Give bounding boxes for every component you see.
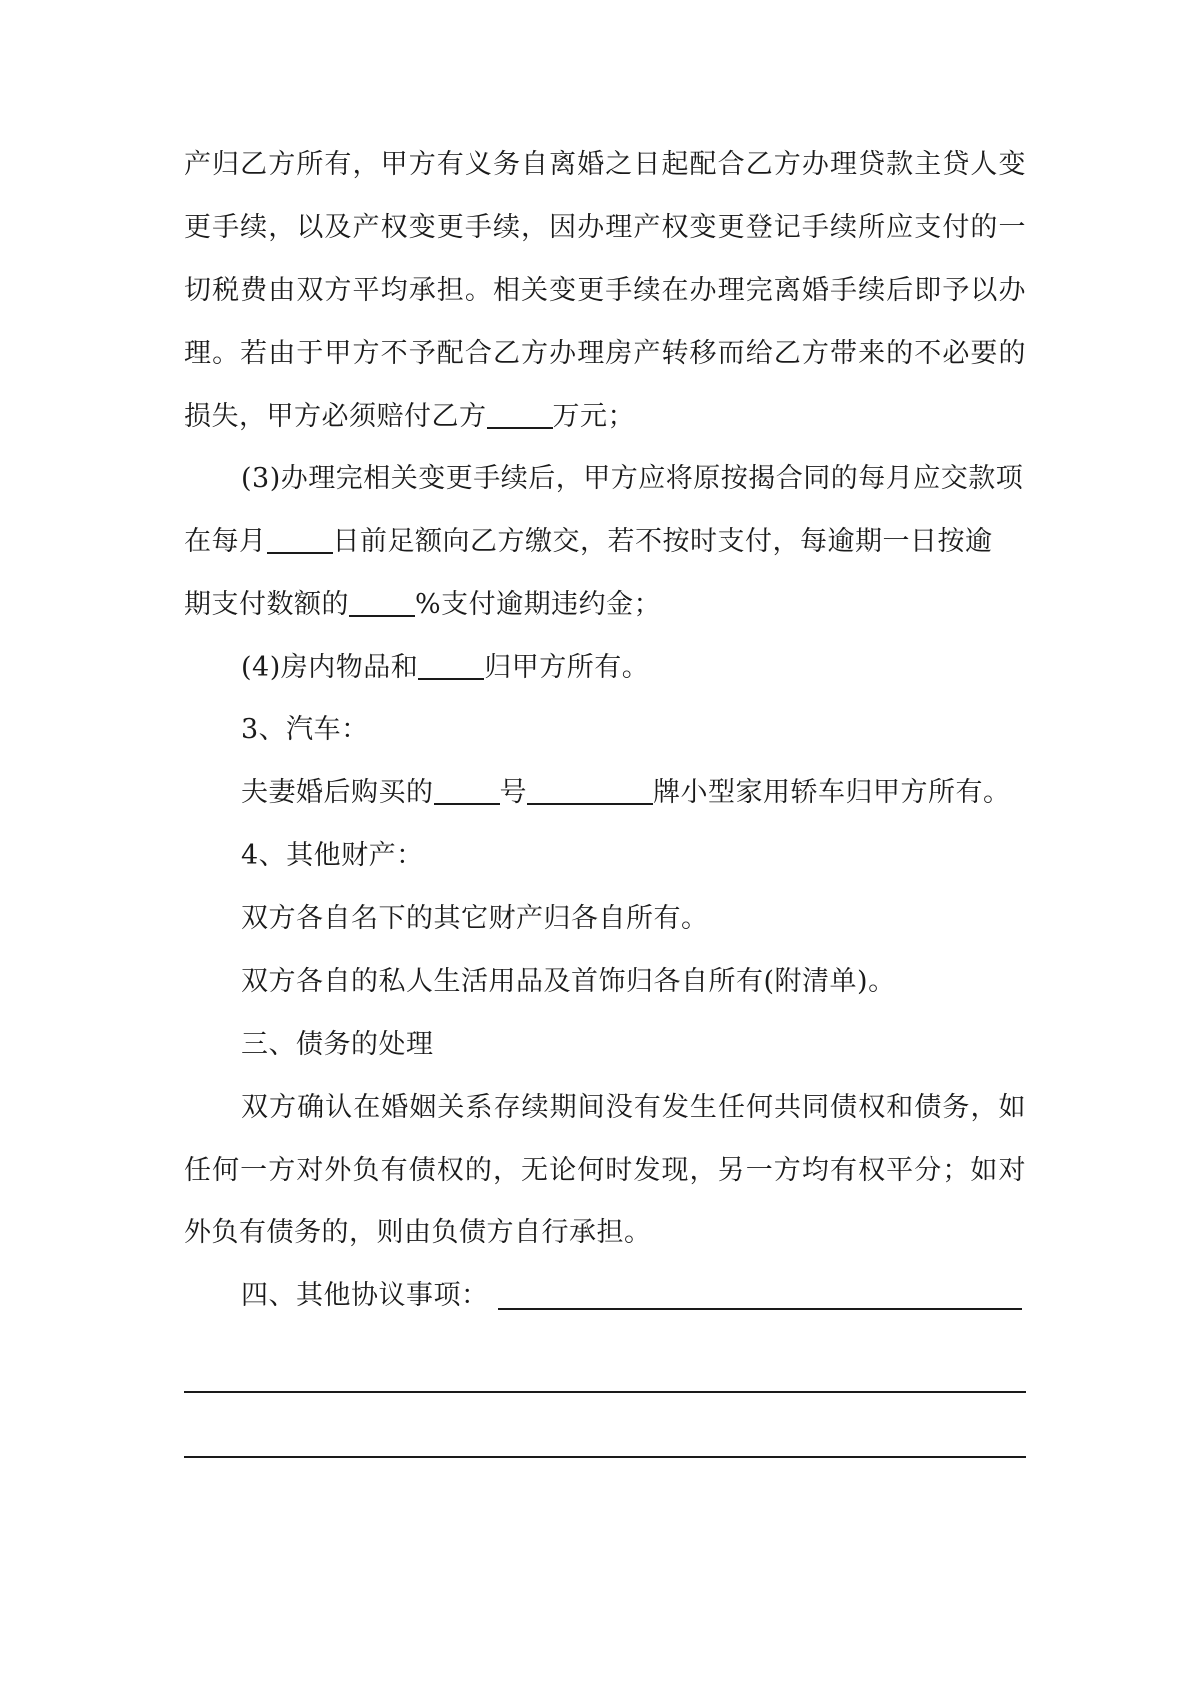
- item3-line3: [184, 585, 661, 625]
- blank-line: [184, 1391, 1026, 1393]
- blank-line: [498, 1308, 1022, 1310]
- other-property-line1: 双方各自名下的其它财产归各自所有。: [241, 903, 709, 934]
- other-property-heading: 4、其他财产：: [241, 840, 424, 871]
- debt-line: 双方确认在婚姻关系存续期间没有发生任何共同债权和债务，如: [241, 1092, 1026, 1123]
- item3-line2: [184, 522, 993, 562]
- paragraph-line: 切税费由双方平均承担。相关变更手续在办理完离婚手续后即予以办: [184, 275, 1026, 306]
- item4-prefix: (4)房内物品和: [241, 652, 419, 683]
- blank-line: [184, 1456, 1026, 1458]
- car-prefix: 夫妻婚后购买的: [241, 777, 434, 808]
- compensation-suffix: 万元；: [552, 401, 635, 432]
- item3-line3-prefix: 期支付数额的: [184, 589, 349, 620]
- item3-line2-prefix: 在每月: [184, 526, 267, 557]
- blank-field: [349, 587, 415, 617]
- other-property-line2: 双方各自的私人生活用品及首饰归各自所有(附清单)。: [241, 966, 896, 997]
- blank-field: [527, 775, 653, 805]
- paragraph-line: 产归乙方所有，甲方有义务自离婚之日起配合乙方办理贷款主贷人变: [184, 149, 1026, 180]
- compensation-line: [184, 397, 635, 437]
- paragraph-line: 更手续，以及产权变更手续，因办理产权变更登记手续所应支付的一: [184, 212, 1026, 243]
- item4-suffix: 归甲方所有。: [484, 652, 650, 683]
- item3-line1: (3)办理完相关变更手续后，甲方应将原按揭合同的每月应交款项: [241, 463, 1024, 494]
- other-matters-heading: 四、其他协议事项：: [241, 1280, 489, 1311]
- debt-line: 外负有债务的，则由负债方自行承担。: [184, 1217, 652, 1248]
- blank-field: [487, 399, 553, 429]
- car-line: [241, 773, 1011, 813]
- car-suffix: 牌小型家用轿车归甲方所有。: [653, 777, 1011, 808]
- car-heading: 3、汽车：: [241, 714, 369, 745]
- paragraph-line: 理。若由于甲方不予配合乙方办理房产转移而给乙方带来的不必要的: [184, 338, 1026, 369]
- compensation-prefix: 损失，甲方必须赔付乙方: [184, 401, 487, 432]
- item3-line3-suffix: %支付逾期违约金；: [415, 589, 662, 620]
- debt-line: 任何一方对外负有债权的，无论何时发现，另一方均有权平分；如对: [184, 1155, 1026, 1186]
- blank-field: [418, 650, 484, 680]
- item3-line2-suffix: 日前足额向乙方缴交，若不按时支付，每逾期一日按逾: [332, 526, 993, 557]
- blank-field: [267, 524, 333, 554]
- car-middle: 号: [499, 777, 527, 808]
- blank-field: [434, 775, 500, 805]
- debt-heading: 三、债务的处理: [241, 1029, 434, 1060]
- item4-line: [241, 648, 649, 688]
